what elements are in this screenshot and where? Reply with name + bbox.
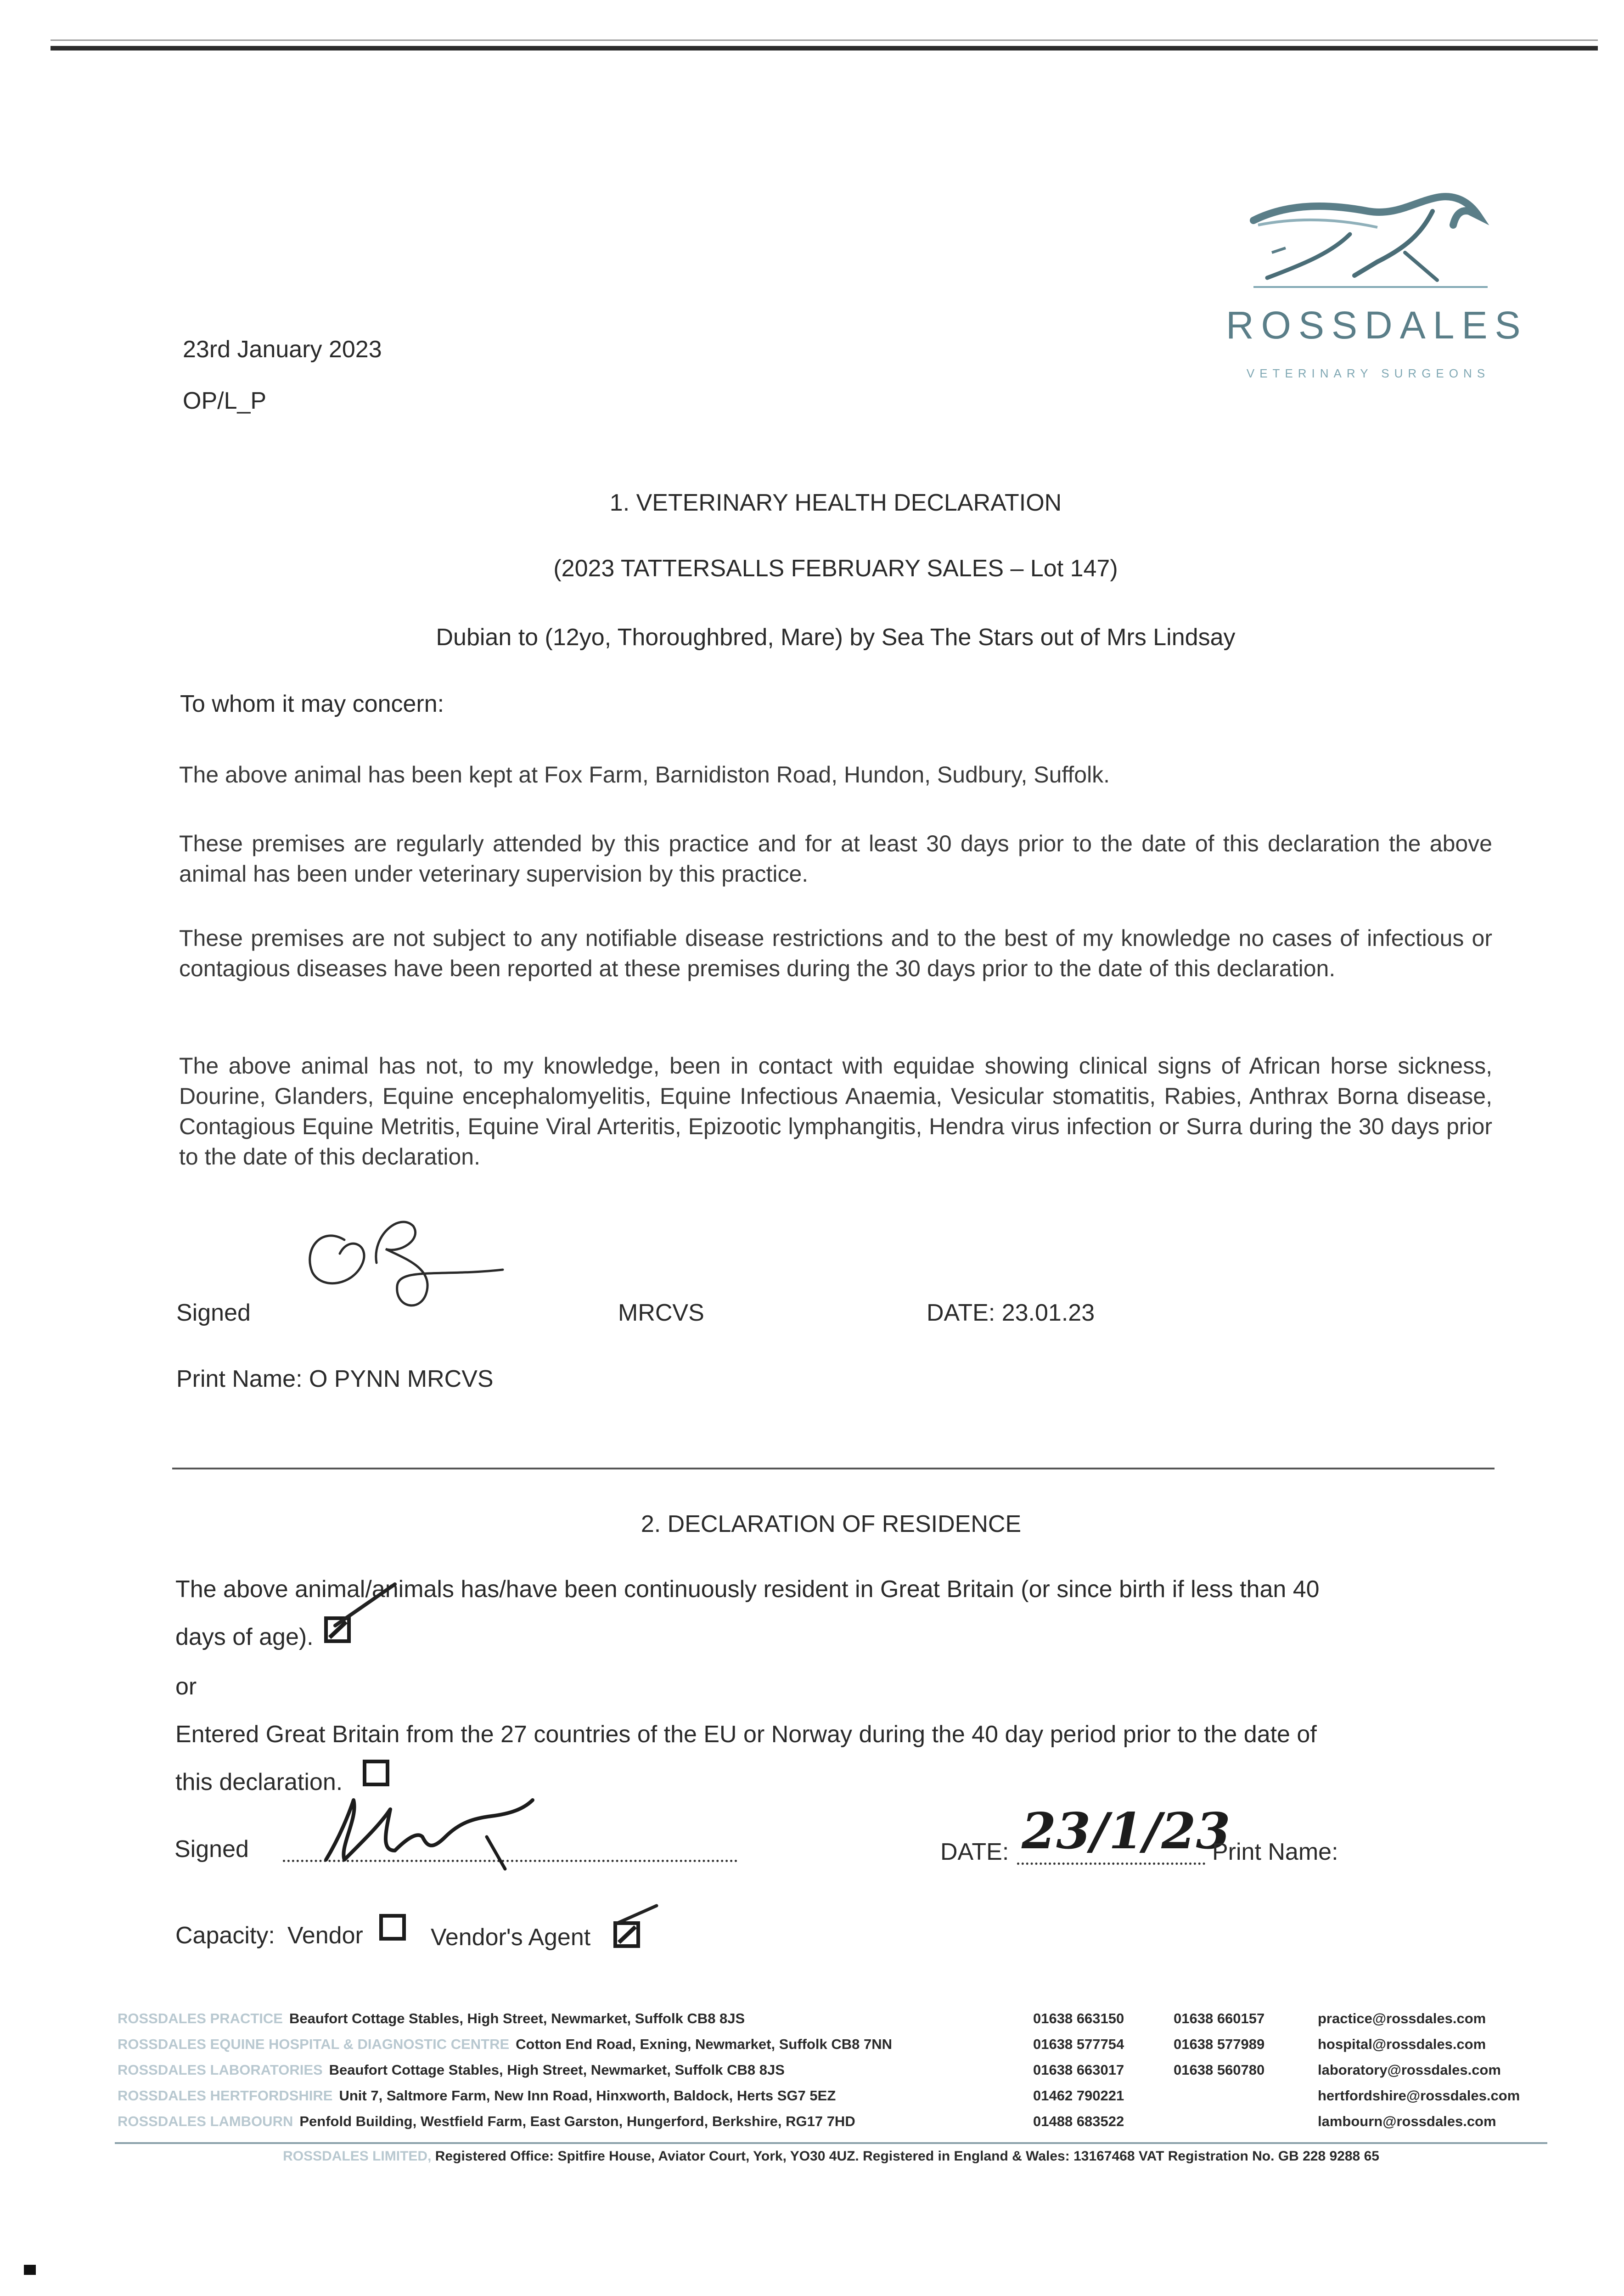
footer-row-label: ROSSDALES LAMBOURN bbox=[118, 2113, 293, 2129]
vet-signature-date: DATE: 23.01.23 bbox=[927, 1300, 1095, 1326]
footer-emails bbox=[1318, 2006, 1520, 2134]
footer-rule bbox=[115, 2142, 1547, 2144]
paragraph-disease-restrictions: These premises are not subject to any notifiable disease restrictions and to the best of my knowledge no cases of infectious or contagious diseases have been reported at these premises during the 30 days prior to the date of this declaration. bbox=[179, 925, 1492, 981]
footer-fax: 01638 560780 bbox=[1174, 2062, 1265, 2078]
footer-row-address: Cotton End Road, Exning, Newmarket, Suffolk CB8 7NN bbox=[516, 2036, 893, 2052]
paragraph-premises: The above animal has been kept at Fox Farm, Barnidiston Road, Hundon, Sudbury, Suffolk. bbox=[179, 762, 1110, 788]
footer-row-address: Penfold Building, Westfield Farm, East Garston, Hungerford, Berkshire, RG17 7HD bbox=[299, 2113, 855, 2129]
vendor-print-name-label: Print Name: bbox=[1212, 1839, 1338, 1865]
galloping-horse-logo-icon bbox=[1240, 184, 1497, 294]
footer-row bbox=[118, 2109, 892, 2134]
capacity-label: Capacity: bbox=[175, 1922, 275, 1949]
footer-fax: 01638 577989 bbox=[1174, 2036, 1265, 2052]
vendors-agent-label: Vendor's Agent bbox=[431, 1924, 591, 1951]
reference-code: OP/L_P bbox=[183, 388, 267, 414]
residence-option1-line1: The above animal/animals has/have been continuously resident in Great Britain (or since birth if less than 40 bbox=[175, 1576, 1320, 1603]
company-name: ROSSDALES bbox=[1226, 304, 1528, 347]
sale-info: (2023 TATTERSALLS FEBRUARY SALES – Lot 147) bbox=[553, 555, 1118, 582]
vendor-checkbox[interactable] bbox=[379, 1914, 406, 1941]
paragraph-contact-declaration: The above animal has not, to my knowledge, been in contact with equidae showing clinical signs of African horse sickness, Dourine, Glanders, Equine encephalomyelitis, Equine Infectious Anaemia, Vesicular stomatitis, Rabies, Anthrax Borna disease, Contagious Equine Metritis, Equine Viral Arteritis, Epizootic lymphangitis, Hendra virus infection or Surra during the 30 days prior to the date of this declaration. bbox=[179, 1053, 1492, 1170]
vet-print-name: Print Name: O PYNN MRCVS bbox=[176, 1366, 494, 1392]
top-border-faint bbox=[51, 39, 1598, 41]
company-tagline: VETERINARY SURGEONS bbox=[1246, 366, 1490, 380]
vendor-signed-label: Signed bbox=[174, 1836, 249, 1863]
footer-row-label: ROSSDALES EQUINE HOSPITAL & DIAGNOSTIC CENTRE bbox=[118, 2036, 510, 2052]
footer-email[interactable]: hospital@rossdales.com bbox=[1318, 2036, 1486, 2052]
footer-row bbox=[118, 2083, 892, 2109]
or-text: or bbox=[175, 1673, 197, 1700]
footer-row-label: ROSSDALES PRACTICE bbox=[118, 2010, 283, 2026]
footer-phone: 01638 577754 bbox=[1033, 2036, 1124, 2052]
footer-fax: 01638 660157 bbox=[1174, 2010, 1265, 2026]
mrcvs-label: MRCVS bbox=[618, 1300, 704, 1326]
vet-signature bbox=[294, 1208, 514, 1322]
paragraph-supervision: These premises are regularly attended by this practice and for at least 30 days prior to the date of this declaration the above animal has been under veterinary supervision by this practice. bbox=[179, 831, 1492, 887]
letter-date: 23rd January 2023 bbox=[183, 336, 382, 363]
salutation: To whom it may concern: bbox=[180, 691, 444, 717]
footer-row bbox=[118, 2032, 892, 2057]
footer-email[interactable]: hertfordshire@rossdales.com bbox=[1318, 2088, 1520, 2104]
footer-addresses bbox=[118, 2006, 892, 2134]
footer-phone: 01462 790221 bbox=[1033, 2088, 1124, 2104]
animal-description: Dubian to (12yo, Thoroughbred, Mare) by Sea The Stars out of Mrs Lindsay bbox=[436, 624, 1236, 651]
residence-option1-line2: days of age). bbox=[175, 1624, 314, 1650]
footer-phone: 01638 663017 bbox=[1033, 2062, 1124, 2078]
vendor-label: Vendor bbox=[287, 1922, 363, 1949]
signed-label: Signed bbox=[176, 1300, 251, 1326]
footer-phone: 01488 683522 bbox=[1033, 2113, 1124, 2129]
section-divider bbox=[172, 1468, 1495, 1469]
registered-office-text: Registered Office: Spitfire House, Aviator Court, York, YO30 4UZ. Registered in England & Wales: 13167468 VAT Registration No. GB 228 9288 65 bbox=[435, 2149, 1379, 2164]
footer-email[interactable]: lambourn@rossdales.com bbox=[1318, 2113, 1496, 2129]
footer-row-label: ROSSDALES HERTFORDSHIRE bbox=[118, 2088, 333, 2104]
section1-title: 1. VETERINARY HEALTH DECLARATION bbox=[609, 490, 1062, 516]
footer-phones bbox=[1033, 2006, 1124, 2134]
footer-phone: 01638 663150 bbox=[1033, 2010, 1124, 2026]
top-border bbox=[51, 46, 1598, 51]
registered-office bbox=[115, 2145, 1547, 2167]
footer-row-address: Unit 7, Saltmore Farm, New Inn Road, Hinxworth, Baldock, Herts SG7 5EZ bbox=[339, 2088, 836, 2104]
residence-option2-line2: this declaration. bbox=[175, 1769, 343, 1795]
footer-email[interactable]: practice@rossdales.com bbox=[1318, 2010, 1486, 2026]
section2-title: 2. DECLARATION OF RESIDENCE bbox=[641, 1511, 1022, 1537]
footer-row-address: Beaufort Cottage Stables, High Street, Newmarket, Suffolk CB8 8JS bbox=[289, 2010, 745, 2026]
agent-check-stroke bbox=[611, 1901, 661, 1929]
footer-email[interactable]: laboratory@rossdales.com bbox=[1318, 2062, 1501, 2078]
footer-row bbox=[118, 2057, 892, 2083]
footer-faxes bbox=[1174, 2006, 1264, 2083]
vendor-date-label: DATE: bbox=[940, 1839, 1009, 1865]
vendor-date-handwritten: 23/1/23 bbox=[1022, 1802, 1231, 1860]
registered-company-label: ROSSDALES LIMITED, bbox=[283, 2149, 432, 2164]
footer-row bbox=[118, 2006, 892, 2032]
scan-corner-mark bbox=[24, 2265, 36, 2275]
check-stroke-mark bbox=[317, 1580, 409, 1635]
vendor-signature bbox=[312, 1782, 569, 1874]
footer-row-address: Beaufort Cottage Stables, High Street, Newmarket, Suffolk CB8 8JS bbox=[329, 2062, 785, 2078]
residence-option2-line1: Entered Great Britain from the 27 countries of the EU or Norway during the 40 day period prior to the date of bbox=[175, 1721, 1317, 1748]
footer-row-label: ROSSDALES LABORATORIES bbox=[118, 2062, 323, 2078]
